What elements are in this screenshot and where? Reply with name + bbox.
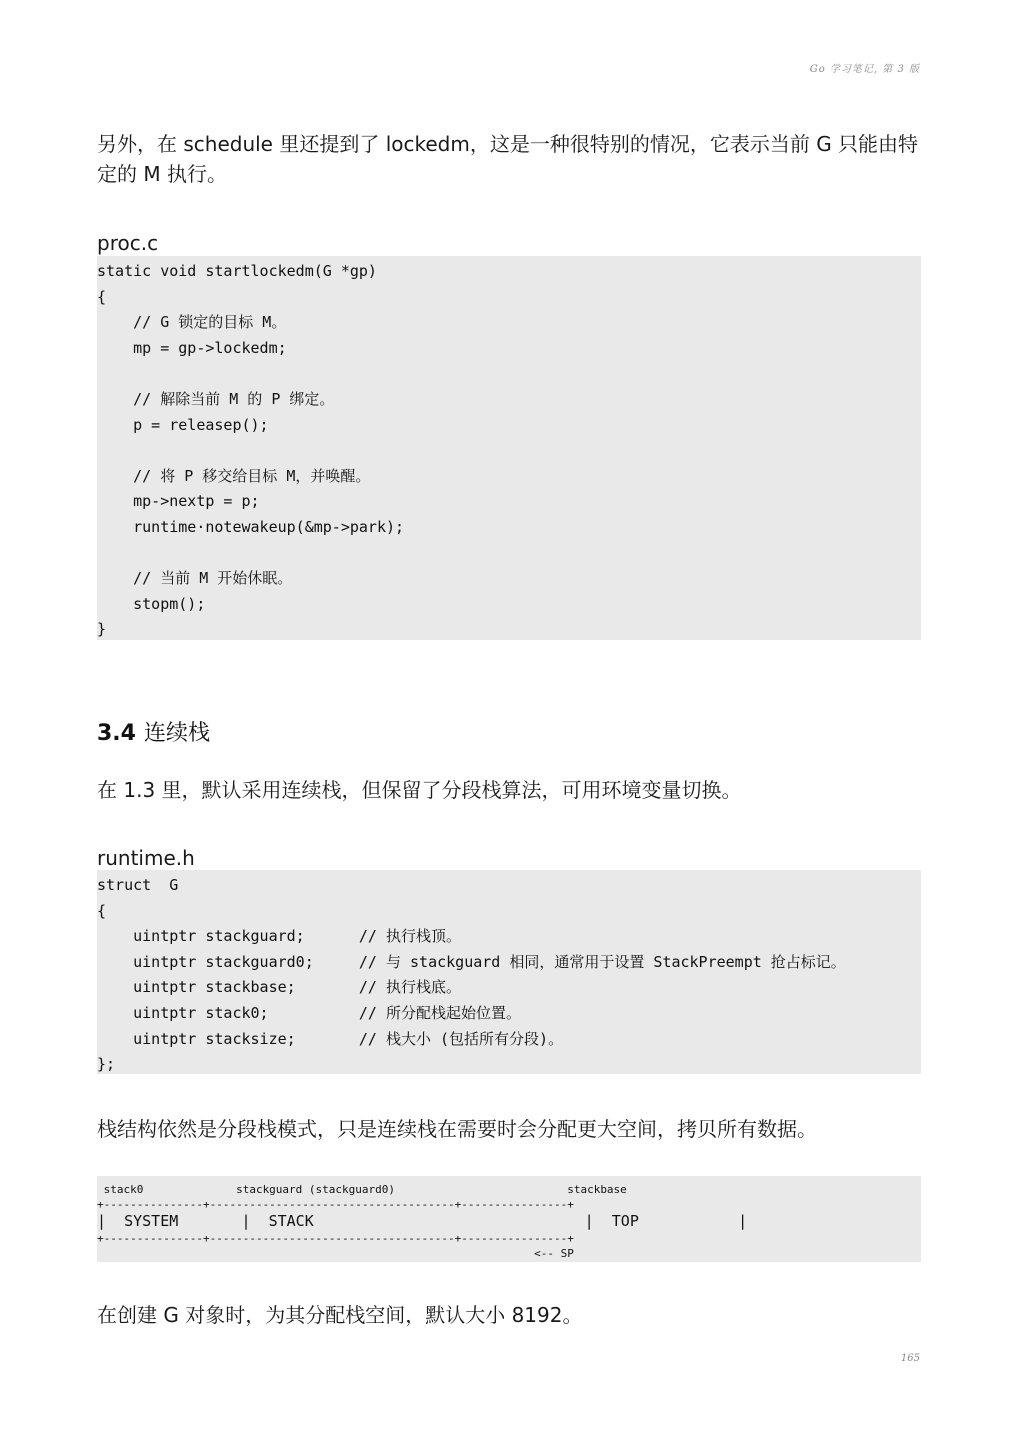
code-line: // 将 P 移交给目标 M，并唤醒。 bbox=[97, 466, 371, 485]
code-filename-proc: proc.c bbox=[97, 231, 159, 255]
diagram-border-top: +---------------+-------------------------------------+----------------+ bbox=[97, 1198, 574, 1211]
diagram-labels: stack0 stackguard (stackguard0) stackbase bbox=[97, 1183, 627, 1196]
intro-paragraph: 另外，在 schedule 里还提到了 lockedm，这是一种很特别的情况，它表示当前 G 只能由特定的 M 执行。 bbox=[97, 132, 919, 186]
stack-paragraph: 栈结构依然是分段栈模式，只是连续栈在需要时会分配更大空间，拷贝所有数据。 bbox=[97, 1117, 817, 1141]
code-line: { bbox=[97, 287, 107, 306]
code-line: uintptr stackguard0; // 与 stackguard 相同，通常用于设置 StackPreempt 抢占标记。 bbox=[97, 952, 846, 971]
code-line: // 当前 M 开始休眠。 bbox=[97, 569, 293, 588]
code-line: uintptr stacksize; // 栈大小 (包括所有分段)。 bbox=[97, 1029, 564, 1048]
diagram-cells: | SYSTEM | STACK | TOP | bbox=[97, 1212, 748, 1230]
running-header: Go 学习笔记, 第 3 版 bbox=[809, 64, 920, 75]
code-line: { bbox=[97, 901, 107, 920]
code-block-proc bbox=[97, 256, 921, 640]
code-line: // 解除当前 M 的 P 绑定。 bbox=[97, 389, 335, 408]
code-line: mp->nextp = p; bbox=[97, 492, 260, 511]
closing-paragraph: 在创建 G 对象时，为其分配栈空间，默认大小 8192。 bbox=[97, 1303, 583, 1327]
section-number: 3.4 bbox=[97, 721, 136, 746]
code-line: mp = gp->lockedm; bbox=[97, 338, 287, 357]
code-block-runtime bbox=[97, 870, 921, 1074]
code-line: struct G bbox=[97, 876, 179, 894]
code-filename-runtime: runtime.h bbox=[97, 846, 195, 870]
page-number: 165 bbox=[900, 1353, 920, 1364]
code-line bbox=[97, 541, 921, 567]
code-line: }; bbox=[97, 1055, 116, 1074]
code-line: uintptr stack0; // 所分配栈起始位置。 bbox=[97, 1003, 521, 1022]
code-line: runtime·notewakeup(&mp->park); bbox=[97, 517, 405, 536]
code-line: } bbox=[97, 620, 107, 639]
code-line bbox=[97, 361, 921, 387]
code-line: static void startlockedm(G *gp) bbox=[97, 262, 377, 280]
diagram-border-bottom: +---------------+-------------------------------------+----------------+ bbox=[97, 1232, 574, 1245]
section-heading bbox=[97, 716, 210, 747]
code-line: p = releasep(); bbox=[97, 415, 269, 434]
code-line: stopm(); bbox=[97, 594, 206, 613]
code-line: // G 锁定的目标 M。 bbox=[97, 313, 287, 332]
code-line: uintptr stackbase; // 执行栈底。 bbox=[97, 978, 461, 997]
section-title: 连续栈 bbox=[143, 721, 210, 746]
code-line: uintptr stackguard; // 执行栈顶。 bbox=[97, 927, 461, 946]
stack-layout-diagram bbox=[97, 1176, 921, 1262]
section-paragraph: 在 1.3 里，默认采用连续栈，但保留了分段栈算法，可用环境变量切换。 bbox=[97, 778, 742, 802]
code-line bbox=[97, 438, 921, 464]
diagram-sp-pointer: <-- SP bbox=[97, 1247, 574, 1260]
